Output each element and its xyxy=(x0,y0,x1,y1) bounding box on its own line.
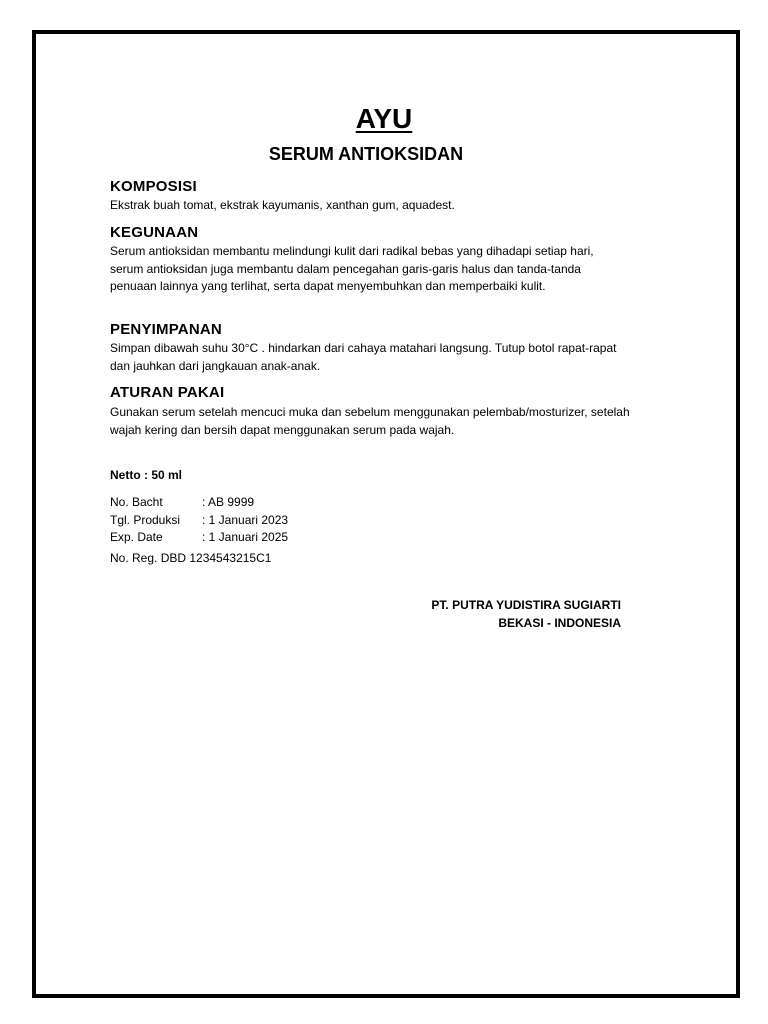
expiry-date-label: Exp. Date xyxy=(110,530,163,544)
production-date-label: Tgl. Produksi xyxy=(110,513,181,527)
company-location: BEKASI - INDONESIA xyxy=(498,616,621,630)
brand-title: AYU xyxy=(355,103,413,134)
batch-value: : AB 9999 xyxy=(202,495,255,509)
company-name: PT. PUTRA YUDISTIRA SUGIARTI xyxy=(431,598,621,612)
expiry-date-value: : 1 Januari 2025 xyxy=(202,530,289,544)
section-title-kegunaan: KEGUNAAN xyxy=(110,224,199,241)
section-text-aturan-pakai: Gunakan serum setelah mencuci muka dan sebelum menggunakan pelembab/mosturizer, setelah wajah kering dan bersih dapat menggunakan serum pada wajah. xyxy=(110,405,630,437)
production-date-value: : 1 Januari 2023 xyxy=(202,513,289,527)
registration-number: No. Reg. DBD 1234543215C1 xyxy=(110,551,272,565)
netto: Netto : 50 ml xyxy=(110,468,183,482)
section-text-komposisi: Ekstrak buah tomat, ekstrak kayumanis, xanthan gum, aquadest. xyxy=(110,198,455,212)
section-text-penyimpanan: Simpan dibawah suhu 30°C . hindarkan dari cahaya matahari langsung. Tutup botol rapat-rapat dan jauhkan dari jangkauan anak-anak. xyxy=(110,341,617,373)
product-title: SERUM ANTIOKSIDAN xyxy=(268,144,464,164)
batch-label: No. Bacht xyxy=(110,495,163,509)
section-title-aturan-pakai: ATURAN PAKAI xyxy=(110,384,225,401)
section-title-komposisi: KOMPOSISI xyxy=(110,178,197,195)
section-title-penyimpanan: PENYIMPANAN xyxy=(110,321,222,338)
section-text-kegunaan: Serum antioksidan membantu melindungi kulit dari radikal bebas yang dihadapi setiap hari, serum antioksidan juga membantu dalam pencegahan garis-garis halus dan tanda-tanda penuaan lainnya yang terlihat, serta dapat menyembuhkan dan memperbaiki kulit. xyxy=(110,244,594,293)
